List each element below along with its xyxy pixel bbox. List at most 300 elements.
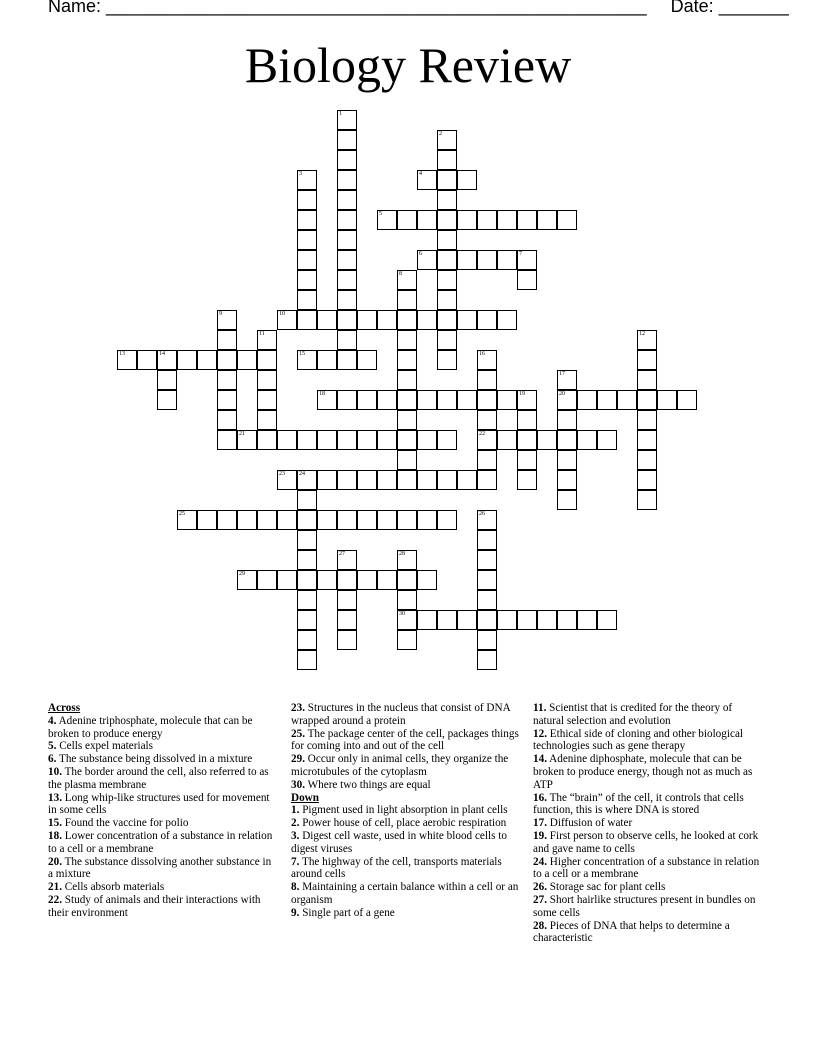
clue-item-number: 3. [291, 829, 300, 842]
clue-item-number: 10. [48, 765, 62, 778]
clue-number: 23 [279, 471, 285, 477]
grid-cell[interactable] [637, 450, 657, 470]
clue-item [533, 830, 761, 856]
grid-cell[interactable] [297, 430, 317, 450]
grid-cell[interactable] [317, 570, 337, 590]
grid-cell[interactable] [637, 390, 657, 410]
grid-cell[interactable] [337, 110, 357, 130]
clue-item [533, 702, 761, 728]
grid-cell[interactable] [557, 470, 577, 490]
grid-cell[interactable] [477, 550, 497, 570]
grid-cell[interactable] [557, 610, 577, 630]
grid-cell[interactable] [397, 550, 417, 570]
clue-item [48, 894, 276, 920]
grid-cell[interactable] [417, 310, 437, 330]
grid-cell[interactable] [517, 430, 537, 450]
grid-cell[interactable] [497, 310, 517, 330]
grid-cell[interactable] [317, 510, 337, 530]
grid-cell[interactable] [597, 430, 617, 450]
grid-cell[interactable] [317, 470, 337, 490]
clue-number: 21 [239, 431, 245, 437]
clue-column-2 [291, 702, 519, 920]
grid-cell[interactable] [297, 570, 317, 590]
clue-item [533, 728, 761, 754]
grid-cell[interactable] [337, 570, 357, 590]
clue-number: 6 [419, 251, 422, 257]
grid-cell[interactable] [337, 210, 357, 230]
clue-item [48, 830, 276, 856]
grid-cell[interactable] [337, 190, 357, 210]
grid-cell[interactable] [557, 210, 577, 230]
clue-item [291, 779, 519, 792]
grid-cell[interactable] [637, 410, 657, 430]
grid-cell[interactable] [217, 390, 237, 410]
grid-cell[interactable] [637, 370, 657, 390]
grid-cell[interactable] [337, 550, 357, 570]
grid-cell[interactable] [217, 510, 237, 530]
grid-cell[interactable] [337, 310, 357, 330]
date-label: Date: [670, 0, 714, 16]
grid-cell[interactable] [477, 650, 497, 670]
grid-cell[interactable] [477, 610, 497, 630]
grid-cell[interactable] [217, 330, 237, 350]
grid-cell[interactable] [637, 350, 657, 370]
grid-cell[interactable] [497, 610, 517, 630]
clue-item-number: 17. [533, 817, 547, 830]
grid-cell[interactable] [277, 570, 297, 590]
grid-cell[interactable] [297, 590, 317, 610]
grid-cell[interactable] [237, 510, 257, 530]
grid-cell[interactable] [537, 610, 557, 630]
clue-item-number: 2. [291, 817, 300, 830]
clue-item [291, 728, 519, 754]
clue-number: 17 [559, 371, 565, 377]
clue-item-text: The highway of the cell, transports materials around cells [291, 855, 502, 881]
grid-cell[interactable] [157, 390, 177, 410]
clue-item-number: 29. [291, 753, 305, 766]
clue-number: 29 [239, 571, 245, 577]
grid-cell[interactable] [477, 350, 497, 370]
grid-cell[interactable] [177, 350, 197, 370]
grid-cell[interactable] [457, 250, 477, 270]
grid-cell[interactable] [297, 530, 317, 550]
grid-cell[interactable] [297, 310, 317, 330]
grid-cell[interactable] [437, 250, 457, 270]
date-line[interactable]: _______ [718, 0, 789, 16]
grid-cell[interactable] [337, 170, 357, 190]
grid-cell[interactable] [337, 250, 357, 270]
clue-number: 7 [519, 251, 522, 257]
grid-cell[interactable] [217, 430, 237, 450]
grid-cell[interactable] [337, 130, 357, 150]
grid-cell[interactable] [377, 430, 397, 450]
grid-cell[interactable] [577, 430, 597, 450]
grid-cell[interactable] [277, 470, 297, 490]
grid-cell[interactable] [637, 470, 657, 490]
grid-cell[interactable] [397, 470, 417, 490]
clue-item-text: Cells absorb materials [61, 881, 165, 894]
clue-item-number: 15. [48, 817, 62, 830]
clue-item-number: 4. [48, 714, 57, 727]
clue-item-number: 23. [291, 702, 305, 714]
grid-cell[interactable] [477, 390, 497, 410]
grid-cell[interactable] [257, 330, 277, 350]
grid-cell[interactable] [277, 310, 297, 330]
grid-cell[interactable] [397, 350, 417, 370]
grid-cell[interactable] [397, 290, 417, 310]
grid-cell[interactable] [257, 430, 277, 450]
grid-cell[interactable] [417, 210, 437, 230]
grid-cell[interactable] [337, 290, 357, 310]
grid-cell[interactable] [517, 270, 537, 290]
grid-cell[interactable] [257, 570, 277, 590]
clue-item-text: Study of animals and their interactions with their environment [48, 893, 261, 919]
grid-cell[interactable] [517, 210, 537, 230]
grid-cell[interactable] [437, 390, 457, 410]
clue-item-text: Short hairlike structures present in bundles on some cells [533, 893, 756, 919]
grid-cell[interactable] [117, 350, 137, 370]
grid-cell[interactable] [337, 230, 357, 250]
grid-cell[interactable] [517, 610, 537, 630]
grid-cell[interactable] [337, 470, 357, 490]
grid-cell[interactable] [417, 390, 437, 410]
clue-item-text: The package center of the cell, packages things for coming into and out of the cell [291, 727, 519, 753]
grid-cell[interactable] [437, 430, 457, 450]
clue-item-text: Pigment used in light absorption in plant cells [299, 804, 508, 817]
grid-cell[interactable] [457, 210, 477, 230]
grid-cell[interactable] [297, 510, 317, 530]
name-line[interactable]: ______________________________________________________ [106, 0, 647, 16]
clue-item-number: 16. [533, 791, 547, 804]
grid-cell[interactable] [497, 250, 517, 270]
clue-number: 15 [299, 351, 305, 357]
grid-cell[interactable] [377, 210, 397, 230]
grid-cell[interactable] [437, 130, 457, 150]
grid-cell[interactable] [397, 590, 417, 610]
clue-number: 10 [279, 311, 285, 317]
grid-cell[interactable] [397, 610, 417, 630]
clue-item-text: Occur only in animal cells, they organize the microtubules of the cytoplasm [291, 753, 509, 778]
clue-item-text: Higher concentration of a substance in relation to a cell or a membrane [533, 855, 760, 881]
grid-cell[interactable] [397, 410, 417, 430]
clue-number: 19 [519, 391, 525, 397]
grid-cell[interactable] [397, 330, 417, 350]
grid-cell[interactable] [357, 510, 377, 530]
clue-number: 20 [559, 391, 565, 397]
grid-cell[interactable] [397, 370, 417, 390]
grid-cell[interactable] [197, 510, 217, 530]
clue-item-text: Ethical side of cloning and other biological technologies such as gene therapy [533, 727, 744, 753]
grid-cell[interactable] [257, 350, 277, 370]
grid-cell[interactable] [477, 470, 497, 490]
grid-cell[interactable] [377, 510, 397, 530]
grid-cell[interactable] [357, 390, 377, 410]
grid-cell[interactable] [437, 170, 457, 190]
grid-cell[interactable] [217, 310, 237, 330]
grid-cell[interactable] [297, 350, 317, 370]
grid-cell[interactable] [397, 310, 417, 330]
grid-cell[interactable] [437, 210, 457, 230]
clue-number: 28 [399, 551, 405, 557]
grid-cell[interactable] [277, 510, 297, 530]
clue-item [291, 804, 519, 817]
grid-cell[interactable] [257, 510, 277, 530]
grid-cell[interactable] [417, 610, 437, 630]
clue-column-1 [48, 702, 276, 920]
clue-item-number: 14. [533, 753, 547, 766]
grid-cell[interactable] [317, 350, 337, 370]
grid-cell[interactable] [477, 530, 497, 550]
grid-cell[interactable] [297, 610, 317, 630]
grid-cell[interactable] [417, 470, 437, 490]
grid-cell[interactable] [637, 330, 657, 350]
clue-item-text: Adenine triphosphate, molecule that can be broken to produce energy [48, 714, 253, 740]
clue-item-text: Where two things are equal [304, 778, 431, 791]
grid-cell[interactable] [557, 370, 577, 390]
grid-cell[interactable] [237, 350, 257, 370]
grid-cell[interactable] [377, 310, 397, 330]
down-clue-list-a [291, 804, 519, 919]
grid-cell[interactable] [297, 170, 317, 190]
clue-number: 18 [319, 391, 325, 397]
clue-number: 13 [119, 351, 125, 357]
grid-cell[interactable] [417, 510, 437, 530]
grid-cell[interactable] [217, 370, 237, 390]
grid-cell[interactable] [337, 270, 357, 290]
grid-cell[interactable] [537, 210, 557, 230]
grid-cell[interactable] [337, 590, 357, 610]
grid-cell[interactable] [357, 470, 377, 490]
grid-cell[interactable] [537, 430, 557, 450]
clue-number: 14 [159, 351, 165, 357]
clue-item [533, 894, 761, 920]
clue-item [533, 817, 761, 830]
grid-cell[interactable] [417, 570, 437, 590]
clue-item-number: 9. [291, 906, 300, 919]
grid-cell[interactable] [517, 390, 537, 410]
clue-item-number: 19. [533, 829, 547, 842]
grid-cell[interactable] [297, 630, 317, 650]
grid-cell[interactable] [477, 250, 497, 270]
clue-number: 3 [299, 171, 302, 177]
across-heading: Across [48, 702, 81, 714]
grid-cell[interactable] [437, 150, 457, 170]
grid-cell[interactable] [297, 290, 317, 310]
clue-item-text: Power house of cell, place aerobic respiration [299, 817, 507, 830]
grid-cell[interactable] [437, 230, 457, 250]
grid-cell[interactable] [397, 210, 417, 230]
grid-cell[interactable] [437, 270, 457, 290]
grid-cell[interactable] [517, 450, 537, 470]
grid-cell[interactable] [477, 370, 497, 390]
grid-cell[interactable] [197, 350, 217, 370]
grid-cell[interactable] [597, 390, 617, 410]
clue-item [291, 830, 519, 856]
grid-cell[interactable] [297, 490, 317, 510]
grid-cell[interactable] [237, 570, 257, 590]
clue-item-text: Diffusion of water [546, 817, 633, 830]
grid-cell[interactable] [437, 330, 457, 350]
grid-cell[interactable] [577, 390, 597, 410]
grid-cell[interactable] [457, 310, 477, 330]
grid-cell[interactable] [397, 390, 417, 410]
grid-cell[interactable] [637, 490, 657, 510]
grid-cell[interactable] [437, 610, 457, 630]
grid-cell[interactable] [477, 450, 497, 470]
clue-item [48, 792, 276, 818]
grid-cell[interactable] [297, 230, 317, 250]
grid-cell[interactable] [437, 510, 457, 530]
grid-cell[interactable] [177, 510, 197, 530]
clue-item-number: 13. [48, 791, 62, 804]
clue-number: 24 [299, 471, 305, 477]
grid-cell[interactable] [637, 430, 657, 450]
grid-cell[interactable] [437, 190, 457, 210]
grid-cell[interactable] [477, 570, 497, 590]
grid-cell[interactable] [297, 550, 317, 570]
grid-cell[interactable] [377, 570, 397, 590]
grid-cell[interactable] [477, 430, 497, 450]
grid-cell[interactable] [337, 510, 357, 530]
grid-cell[interactable] [337, 150, 357, 170]
grid-cell[interactable] [517, 410, 537, 430]
grid-cell[interactable] [557, 430, 577, 450]
grid-cell[interactable] [437, 310, 457, 330]
page-title: Biology Review [244, 37, 572, 93]
grid-cell[interactable] [277, 430, 297, 450]
clue-item [48, 766, 276, 792]
grid-cell[interactable] [297, 250, 317, 270]
grid-cell[interactable] [217, 410, 237, 430]
grid-cell[interactable] [337, 430, 357, 450]
grid-cell[interactable] [497, 210, 517, 230]
clue-item [291, 753, 519, 779]
grid-cell[interactable] [437, 290, 457, 310]
grid-cell[interactable] [157, 350, 177, 370]
grid-cell[interactable] [477, 410, 497, 430]
clue-number: 27 [339, 551, 345, 557]
grid-cell[interactable] [577, 610, 597, 630]
grid-cell[interactable] [597, 610, 617, 630]
grid-cell[interactable] [397, 570, 417, 590]
grid-cell[interactable] [337, 390, 357, 410]
grid-cell[interactable] [497, 390, 517, 410]
grid-cell[interactable] [297, 470, 317, 490]
grid-cell[interactable] [417, 250, 437, 270]
clue-number: 22 [479, 431, 485, 437]
clue-item-number: 6. [48, 753, 57, 766]
grid-cell[interactable] [297, 650, 317, 670]
clue-item [48, 753, 276, 766]
grid-cell[interactable] [417, 170, 437, 190]
grid-cell[interactable] [617, 390, 637, 410]
grid-cell[interactable] [297, 190, 317, 210]
grid-cell[interactable] [557, 390, 577, 410]
clue-item [48, 881, 276, 894]
grid-cell[interactable] [257, 370, 277, 390]
clue-item [291, 702, 519, 728]
clue-number: 1 [339, 111, 342, 117]
grid-cell[interactable] [397, 630, 417, 650]
clue-number: 5 [379, 211, 382, 217]
grid-cell[interactable] [397, 450, 417, 470]
grid-cell[interactable] [477, 510, 497, 530]
grid-cell[interactable] [417, 430, 437, 450]
clue-item [291, 856, 519, 882]
grid-cell[interactable] [317, 430, 337, 450]
grid-cell[interactable] [457, 170, 477, 190]
grid-cell[interactable] [337, 630, 357, 650]
clue-item-number: 25. [291, 727, 305, 740]
clue-item-number: 21. [48, 881, 62, 894]
grid-cell[interactable] [257, 390, 277, 410]
grid-cell[interactable] [557, 490, 577, 510]
clue-item-text: Adenine diphosphate, molecule that can be broken to produce energy, though not as much as ATP [533, 753, 753, 791]
grid-cell[interactable] [357, 310, 377, 330]
grid-cell[interactable] [677, 390, 697, 410]
clue-item-text: Single part of a gene [299, 906, 395, 919]
grid-cell[interactable] [497, 430, 517, 450]
grid-cell[interactable] [557, 410, 577, 430]
clue-item [533, 753, 761, 791]
across-clue-list-b [291, 702, 519, 792]
grid-cell[interactable] [317, 310, 337, 330]
grid-cell[interactable] [297, 210, 317, 230]
grid-cell[interactable] [137, 350, 157, 370]
grid-cell[interactable] [397, 270, 417, 290]
grid-cell[interactable] [557, 450, 577, 470]
clue-item-number: 30. [291, 778, 305, 791]
grid-cell[interactable] [337, 350, 357, 370]
grid-cell[interactable] [337, 610, 357, 630]
clue-item-number: 1. [291, 804, 300, 817]
grid-cell[interactable] [477, 310, 497, 330]
grid-cell[interactable] [517, 470, 537, 490]
clue-item-number: 18. [48, 829, 62, 842]
grid-cell[interactable] [377, 470, 397, 490]
grid-cell[interactable] [337, 330, 357, 350]
grid-cell[interactable] [357, 570, 377, 590]
clue-item-text: Cells expel materials [56, 740, 154, 753]
grid-cell[interactable] [457, 610, 477, 630]
grid-cell[interactable] [317, 390, 337, 410]
grid-cell[interactable] [397, 510, 417, 530]
clue-item [48, 715, 276, 741]
grid-cell[interactable] [477, 630, 497, 650]
grid-cell[interactable] [157, 370, 177, 390]
grid-cell[interactable] [477, 590, 497, 610]
grid-cell[interactable] [477, 210, 497, 230]
grid-cell[interactable] [297, 270, 317, 290]
grid-cell[interactable] [457, 470, 477, 490]
clue-item-number: 12. [533, 727, 547, 740]
grid-cell[interactable] [377, 390, 397, 410]
clue-item-text: The border around the cell, also referred to as the plasma membrane [48, 765, 269, 791]
clue-item-text: The substance being dissolved in a mixture [56, 753, 253, 766]
grid-cell[interactable] [357, 430, 377, 450]
grid-cell[interactable] [257, 410, 277, 430]
grid-cell[interactable] [457, 390, 477, 410]
grid-cell[interactable] [357, 350, 377, 370]
grid-cell[interactable] [517, 250, 537, 270]
grid-cell[interactable] [397, 430, 417, 450]
grid-cell[interactable] [237, 430, 257, 450]
grid-cell[interactable] [437, 350, 457, 370]
grid-cell[interactable] [217, 350, 237, 370]
grid-cell[interactable] [657, 390, 677, 410]
clue-item-text: Structures in the nucleus that consist of DNA wrapped around a protein [291, 702, 511, 727]
grid-cell[interactable] [437, 470, 457, 490]
